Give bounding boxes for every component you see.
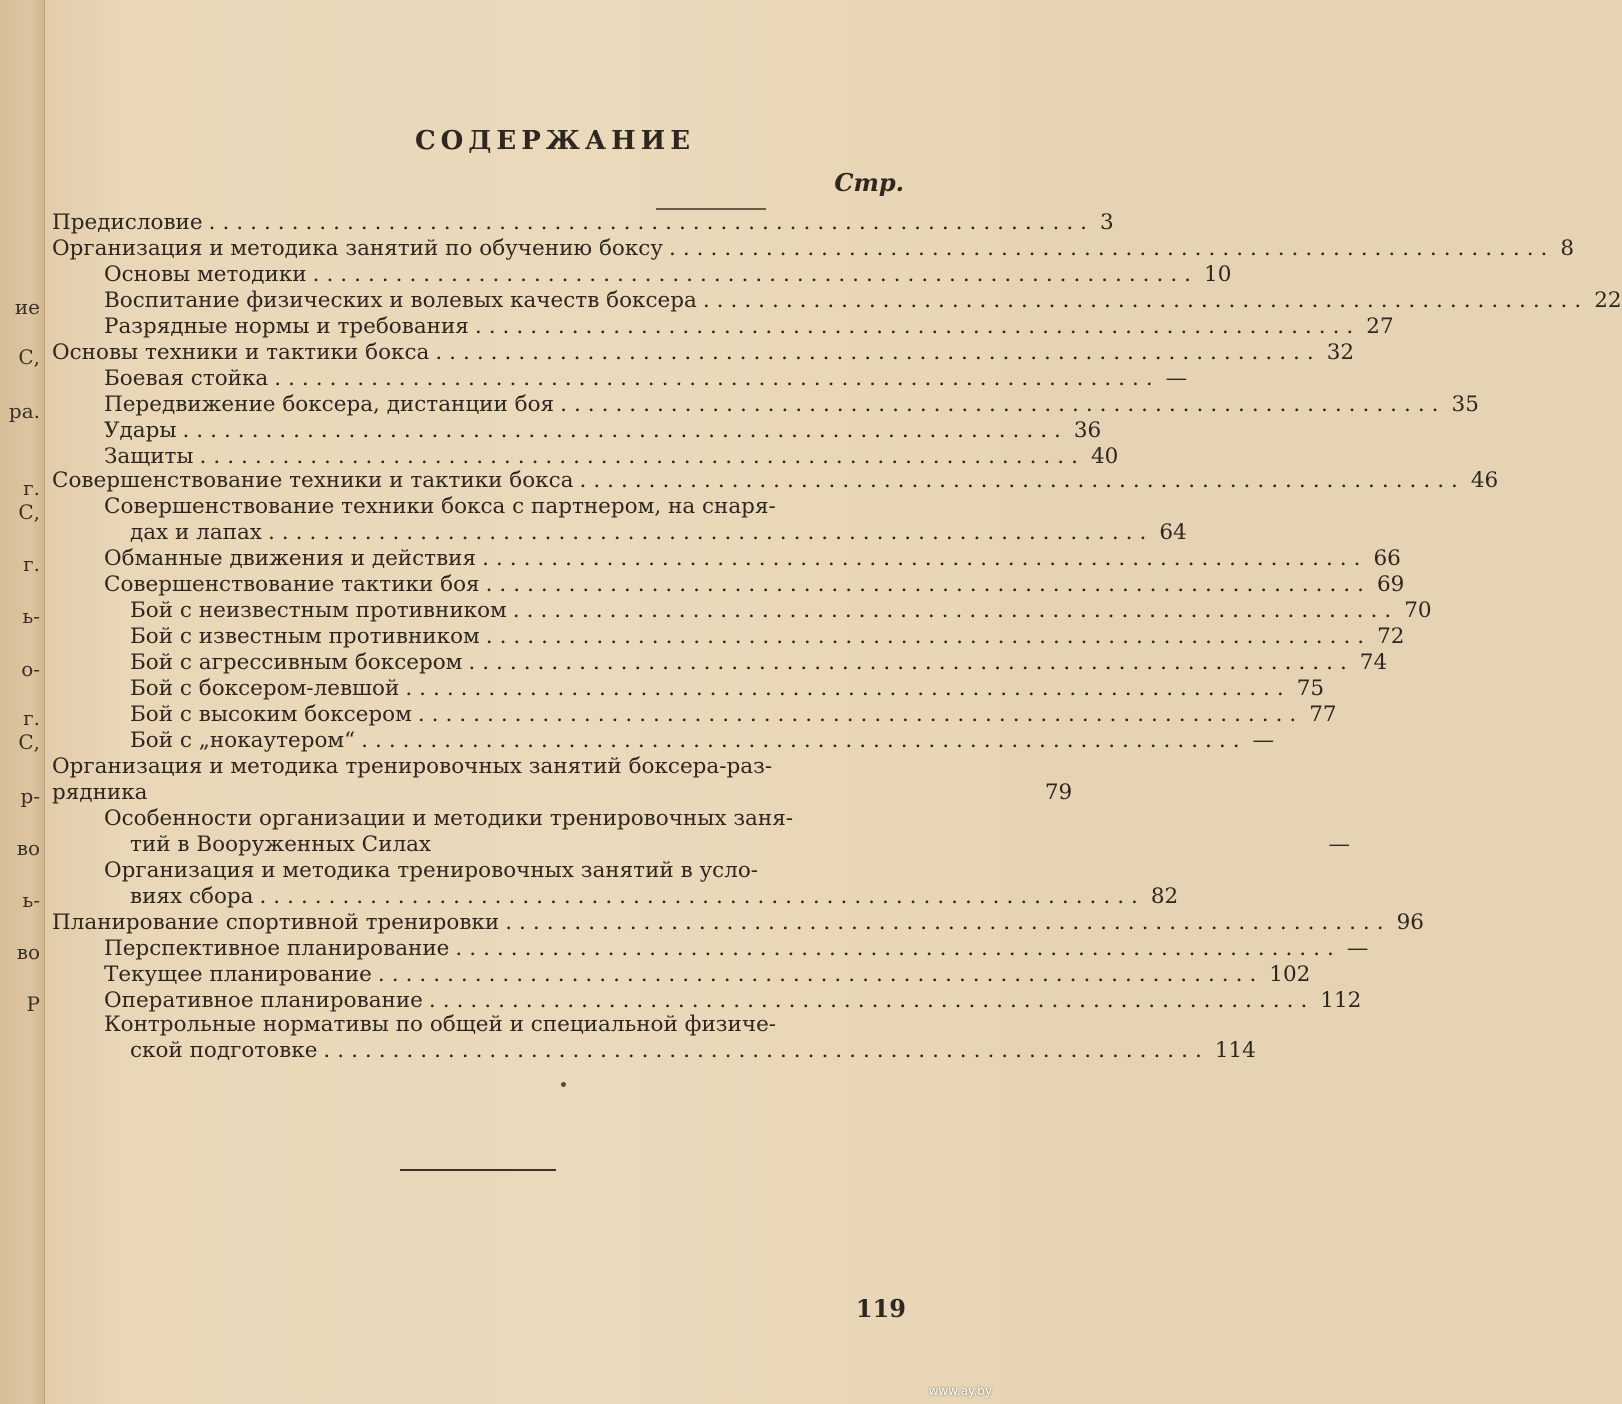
toc-entry-label: Воспитание физических и волевых качеств боксера	[104, 288, 697, 313]
toc-entry-page: 114	[1214, 1038, 1256, 1063]
toc-entry-label: Предисловие	[52, 210, 203, 235]
toc-entry	[0, 728, 1275, 754]
toc-entry	[0, 936, 1369, 962]
toc-entry	[0, 444, 1119, 470]
toc-entry	[0, 884, 1179, 910]
toc-entry-page: 40	[1090, 444, 1119, 469]
toc-entry-page: 75	[1296, 676, 1325, 701]
toc-entry-page: 64	[1159, 520, 1187, 545]
page-number: 119	[855, 1294, 906, 1323]
toc-entry	[0, 780, 1073, 806]
toc-leader-dots: ................................................................	[505, 910, 1391, 935]
margin-fragment: ь-	[22, 604, 40, 628]
toc-entry-page: 112	[1320, 988, 1362, 1013]
toc-entry-label: Организация и методика тренировочных занятий боксера-раз-	[52, 754, 773, 779]
toc-entry-label: Контрольные нормативы по общей и специальной физиче-	[104, 1012, 777, 1037]
toc-entry	[0, 236, 1575, 262]
toc-entry	[0, 392, 1479, 418]
toc-entry-label: Защиты	[104, 444, 194, 469]
toc-entry	[0, 262, 1232, 288]
margin-fragment: г.	[23, 476, 40, 500]
page-column-label: Стр.	[834, 168, 904, 197]
toc-entry	[0, 962, 1311, 988]
toc-leader-dots: ................................................................	[199, 444, 1085, 469]
toc-leader-dots: ................................................................	[208, 210, 1094, 235]
toc-entry-page: 102	[1269, 962, 1311, 987]
toc-leader-dots: ................................................................	[361, 728, 1247, 753]
toc-entry-label: Текущее планирование	[104, 962, 372, 987]
toc-entry-page: —	[1252, 728, 1275, 753]
toc-entry-label: Совершенствование техники и тактики бокса	[52, 468, 574, 493]
toc-entry-page: 77	[1309, 702, 1337, 727]
margin-fragment: С,	[18, 500, 40, 524]
toc-leader-dots: ................................................................	[468, 650, 1354, 675]
toc-entry-page: 10	[1204, 262, 1232, 287]
margin-fragment: С,	[18, 345, 40, 369]
toc-entry-label: Бой с высоким боксером	[130, 702, 412, 727]
toc-entry-label: Удары	[104, 418, 177, 443]
toc-entry-label: Перспективное планирование	[104, 936, 450, 961]
margin-fragment: во	[16, 836, 40, 860]
toc-entry-page: 72	[1377, 624, 1405, 649]
toc-entry-label: Бой с боксером-левшой	[130, 676, 400, 701]
toc-entry	[0, 572, 1405, 598]
toc-entry	[0, 366, 1188, 392]
margin-fragment: во	[16, 940, 40, 964]
margin-fragment: г.	[23, 552, 40, 576]
toc-entry-page: —	[1346, 936, 1369, 961]
toc-entry	[0, 832, 1350, 858]
toc-leader-dots: ................................................................	[274, 366, 1160, 391]
toc-entry-continuation: тий в Вооруженных Силах	[130, 832, 432, 857]
toc-entry-page: 79	[1044, 780, 1073, 805]
toc-entry	[0, 650, 1388, 676]
toc-entry-page: 70	[1404, 598, 1432, 623]
toc-entry-label: Организация и методика тренировочных занятий в усло-	[104, 858, 759, 883]
toc-leader-dots: ................................................................	[323, 1038, 1209, 1063]
toc-entry	[0, 340, 1355, 366]
toc-leader-dots: ................................................................	[560, 392, 1446, 417]
watermark: www.ay.by	[928, 1384, 992, 1398]
toc-leader-dots: ................................................................	[267, 520, 1154, 545]
toc-entry-page: 27	[1366, 314, 1394, 339]
toc-entry	[0, 598, 1432, 624]
toc-entry-continuation: ской подготовке	[130, 1038, 318, 1063]
toc-entry	[0, 288, 1622, 314]
toc-entry-label: Оперативное планирование	[104, 988, 423, 1013]
toc-entry	[0, 910, 1424, 936]
toc-entry	[0, 314, 1394, 340]
ornament-dot	[561, 1082, 566, 1087]
toc-entry-label: Совершенствование тактики боя	[104, 572, 480, 597]
toc-entry-continuation: рядника	[52, 780, 148, 805]
toc-leader-dots: ................................................................	[435, 340, 1321, 365]
toc-entry-page: 35	[1451, 392, 1479, 417]
toc-leader-dots: ................................................................	[668, 236, 1555, 261]
toc-entry-page: 69	[1376, 572, 1405, 597]
toc-entry-label: Организация и методика занятий по обучению боксу	[52, 236, 663, 261]
toc-leader-dots: ................................................................	[579, 468, 1465, 493]
toc-entry-page: 32	[1326, 340, 1355, 365]
toc-leader-dots: ................................................................	[182, 418, 1068, 443]
toc-leader-dots: ................................................................	[312, 262, 1199, 287]
toc-entry-label: Бой с агрессивным боксером	[130, 650, 463, 675]
toc-entry	[0, 210, 1114, 236]
margin-fragment: Р	[26, 992, 40, 1016]
toc-entry-page: 74	[1359, 650, 1388, 675]
toc-leader-dots: ................................................................	[428, 988, 1315, 1013]
toc-entry	[0, 520, 1187, 546]
toc-entry-page: 8	[1560, 236, 1575, 261]
toc-entry-page: —	[1328, 832, 1350, 857]
toc-leader-dots: ................................................................	[702, 288, 1589, 313]
toc-entry-label: Разрядные нормы и требования	[104, 314, 469, 339]
toc-leader-dots: ................................................................	[377, 962, 1264, 987]
margin-fragment: о-	[21, 657, 40, 681]
toc-leader-dots: ................................................................	[485, 624, 1372, 649]
toc-entry	[0, 418, 1102, 444]
toc-entry-label: Передвижение боксера, дистанции боя	[104, 392, 555, 417]
toc-entry-label: Боевая стойка	[104, 366, 269, 391]
toc-entry	[0, 546, 1401, 572]
toc-entry	[0, 676, 1325, 702]
toc-entry	[0, 988, 1362, 1014]
toc-entry	[0, 702, 1337, 728]
toc-entry-label: Основы техники и тактики бокса	[52, 340, 430, 365]
toc-entry	[0, 624, 1405, 650]
toc-entry-label: Основы методики	[104, 262, 307, 287]
toc-entry-label: Бой с известным противником	[130, 624, 480, 649]
toc-entry-label: Планирование спортивной тренировки	[52, 910, 500, 935]
footer-rule	[400, 1169, 556, 1171]
margin-fragment: ь-	[22, 888, 40, 912]
toc-entry-label: Особенности организации и методики тренировочных заня-	[104, 806, 794, 831]
page-title: СОДЕРЖАНИЕ	[414, 126, 696, 156]
toc-leader-dots: ................................................................	[417, 702, 1304, 727]
toc-entry-label: Бой с неизвестным противником	[130, 598, 507, 623]
toc-entry-page: 46	[1470, 468, 1499, 493]
toc-entry-page: 22	[1594, 288, 1622, 313]
toc-leader-dots: ................................................................	[455, 936, 1341, 961]
toc-leader-dots: ................................................................	[474, 314, 1361, 339]
toc-leader-dots: ................................................................	[485, 572, 1371, 597]
toc-entry	[0, 1038, 1256, 1064]
toc-entry-page: 96	[1396, 910, 1424, 935]
toc-entry-page: 66	[1373, 546, 1401, 571]
toc-entry	[0, 468, 1499, 494]
toc-leader-dots: ................................................................	[512, 598, 1399, 623]
margin-fragment: С,	[18, 730, 40, 754]
toc-entry-page: 82	[1150, 884, 1179, 909]
toc-leader-dots: ................................................................	[405, 676, 1291, 701]
toc-entry-page: 3	[1100, 210, 1114, 235]
toc-entry-label: Совершенствование техники бокса с партнером, на снаря-	[104, 494, 776, 519]
toc-leader-dots: ................................................................	[259, 884, 1145, 909]
toc-entry-continuation: дах и лапах	[130, 520, 262, 545]
margin-fragment: г.	[23, 706, 40, 730]
toc-entry-continuation: виях сбора	[130, 884, 254, 909]
margin-fragment: ие	[14, 295, 40, 319]
toc-leader-dots: ................................................................	[482, 546, 1368, 571]
margin-fragment: р-	[20, 784, 40, 808]
toc-entry-page: 36	[1073, 418, 1102, 443]
toc-entry-label: Бой с „нокаутером“	[130, 728, 356, 753]
toc-entry-page: —	[1165, 366, 1188, 391]
toc-entry-label: Обманные движения и действия	[104, 546, 477, 571]
margin-fragment: ра.	[8, 399, 40, 423]
